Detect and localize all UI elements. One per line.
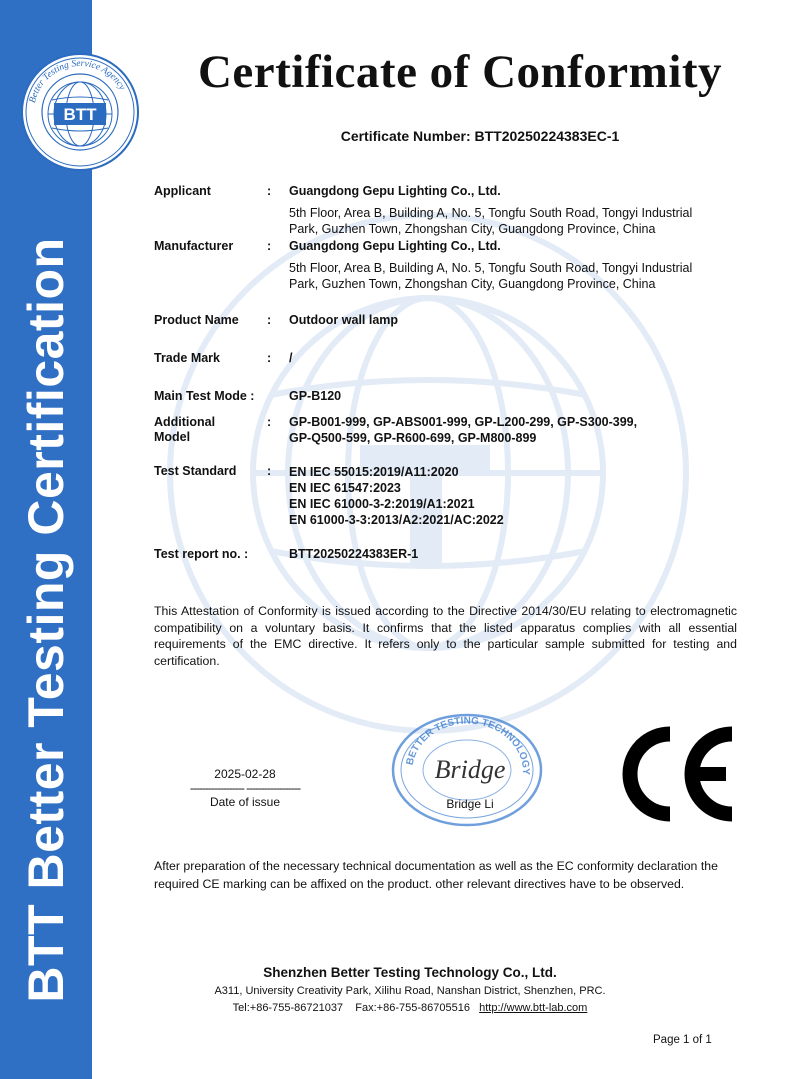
date-of-issue-block — [170, 767, 320, 809]
additional-model-line: GP-Q500-599, GP-R600-699, GP-M800-899 — [289, 430, 537, 445]
company-tel-fax: Tel:+86-755-86721037 Fax:+86-755-86705516 — [232, 1002, 470, 1014]
additional-model-values — [289, 415, 637, 446]
applicant-label: Applicant — [154, 184, 211, 198]
signature: Bridge — [434, 755, 506, 784]
test-standard-line: EN IEC 61547:2023 — [289, 481, 401, 495]
applicant-name: Guangdong Gepu Lighting Co., Ltd. — [289, 184, 501, 198]
test-standard-line: EN IEC 61000-3-2:2019/A1:2021 — [289, 497, 475, 511]
company-contact — [150, 1000, 670, 1017]
manufacturer-name: Guangdong Gepu Lighting Co., Ltd. — [289, 239, 501, 253]
test-standard-line: EN 61000-3-3:2013/A2:2021/AC:2022 — [289, 513, 504, 527]
test-standard-line: EN IEC 55015:2019/A11:2020 — [289, 465, 459, 479]
company-name: Shenzhen Better Testing Technology Co., Ltd. — [263, 965, 557, 980]
issue-date: 2025-02-28 — [214, 767, 276, 781]
applicant-address-line: 5th Floor, Area B, Building A, No. 5, Tongfu South Road, Tongyi Industrial — [289, 206, 693, 220]
certificate-number: Certificate Number: BTT20250224383EC-1 — [340, 128, 620, 144]
btt-seal-logo — [20, 52, 140, 172]
additional-model-label — [154, 415, 215, 445]
footer-note: After preparation of the necessary technical documentation as well as the EC conformity declaration the required CE marking can be affixed on the product. other relevant directives have to be observed. — [154, 859, 718, 891]
test-report-value: BTT20250224383ER-1 — [289, 547, 419, 561]
test-report-label: Test report no. : — [154, 547, 249, 561]
product-name-value: Outdoor wall lamp — [289, 313, 399, 327]
logo-center-text: BTT — [63, 105, 97, 124]
manufacturer-colon: : — [267, 239, 272, 253]
signatory-name: Bridge Li — [446, 797, 494, 811]
product-name-label: Product Name — [154, 313, 239, 327]
applicant-address-line: Park, Guzhen Town, Zhongshan City, Guangdong Province, China — [289, 221, 656, 236]
company-address: A311, University Creativity Park, Xilihu Road, Nanshan District, Shenzhen, PRC. — [214, 985, 606, 997]
attestation-text: This Attestation of Conformity is issued according to the Directive 2014/30/EU relating to electromagnetic compatibility on a voluntary basis. It confirms that the listed apparatus complies with all essential requirements of the EMC directive. It refers only to the particular sample submitted for testing and certification. — [154, 604, 737, 668]
stamp-ring-text: BETTER TESTING TECHNOLOGY — [404, 715, 532, 775]
company-info — [150, 963, 670, 1017]
trade-mark-colon: : — [267, 351, 272, 365]
test-standard-label: Test Standard — [154, 464, 237, 478]
manufacturer-address-line: 5th Floor, Area B, Building A, No. 5, Tongfu South Road, Tongyi Industrial — [289, 261, 693, 275]
trade-mark-value: / — [289, 351, 293, 365]
main-test-mode-value: GP-B120 — [289, 389, 342, 403]
ce-mark — [610, 724, 740, 824]
manufacturer-address-line: Park, Guzhen Town, Zhongshan City, Guangdong Province, China — [289, 276, 656, 291]
additional-model-label-line: Model — [154, 430, 191, 444]
additional-model-colon: : — [267, 415, 272, 429]
certificate-title: Certificate of Conformity — [197, 46, 723, 98]
test-standard-values — [289, 464, 504, 528]
manufacturer-address — [289, 261, 692, 292]
logo-ring-text: Better Testing Service Agency — [27, 58, 127, 105]
side-banner-text: BTT Better Testing Certification — [18, 237, 74, 1003]
additional-model-label-line: Additional — [154, 415, 216, 429]
company-website-link[interactable]: http://www.btt-lab.com — [479, 1002, 588, 1014]
issue-date-label: Date of issue — [209, 795, 281, 809]
applicant-colon: : — [267, 184, 272, 198]
main-test-mode-label: Main Test Mode : — [154, 389, 255, 403]
manufacturer-label: Manufacturer — [154, 239, 234, 253]
applicant-address — [289, 206, 692, 237]
page-number: Page 1 of 1 — [653, 1034, 712, 1046]
trade-mark-label: Trade Mark — [154, 351, 221, 365]
product-name-colon: : — [267, 313, 272, 327]
issue-date-dashes: ------------------ ------------------ — [189, 781, 301, 795]
additional-model-line: GP-B001-999, GP-ABS001-999, GP-L200-299, GP-S300-399, — [289, 415, 638, 429]
test-standard-colon: : — [267, 464, 272, 478]
